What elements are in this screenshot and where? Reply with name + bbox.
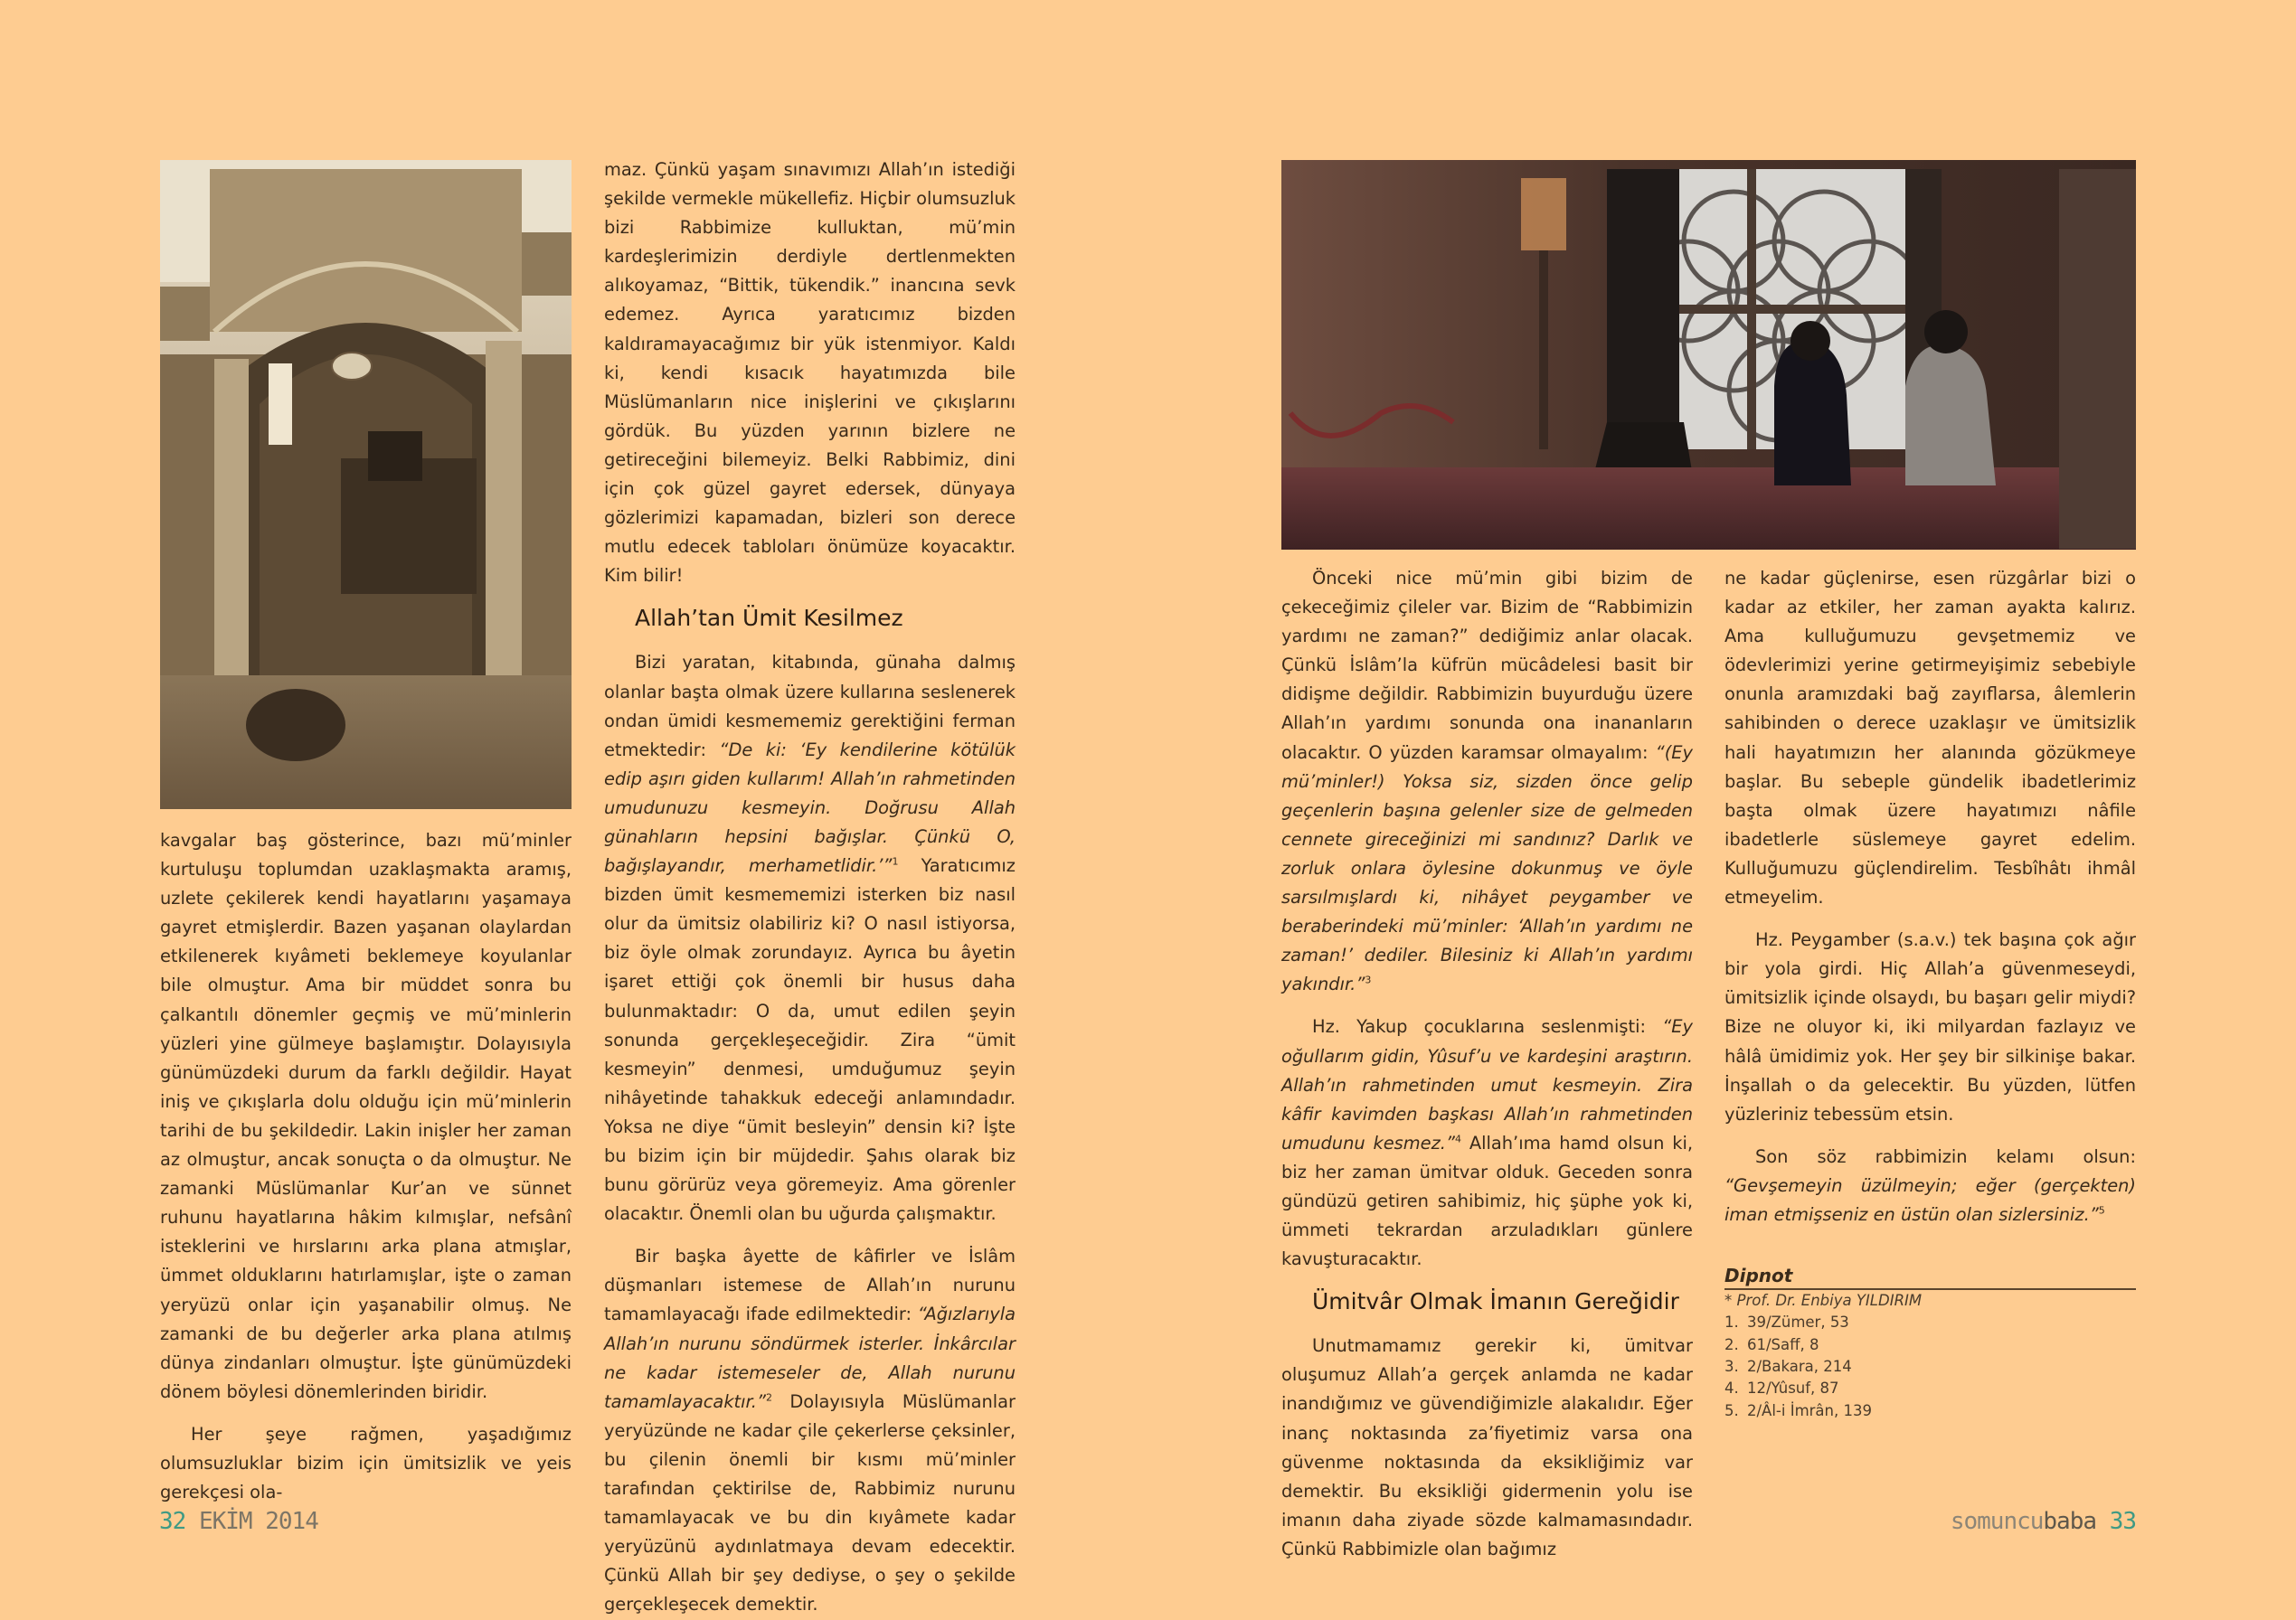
text: Son söz rabbimizin kelamı olsun: [1755, 1145, 2136, 1167]
footer-left [159, 1508, 318, 1535]
paragraph [604, 648, 1016, 1229]
text: Hz. Yakup çocuklarına seslenmişti: [1312, 1016, 1663, 1038]
paragraph: maz. Çünkü yaşam sınavımızı Allah’ın istediği şekilde vermekle mükellefiz. Hiçbir olumsuzluk bizi Rabbimize kulluktan, mü’min kardeşlerimizin derdiyle dertlenmekten alıkoyamaz, “Bittik, tükendik.” inancına sevk edemez. Ayrıca yaratıcımız bizden kaldıramayacağımız bir yük istenmiyor. Kaldı ki, kendi kısacık hayatımızda bile Müslümanların nice inişlerini ve çıkışlarını gördük. Bu yüzden yarının bizlere ne getireceğini bilemeyiz. Belki Rabbimiz, dini için çok güzel gayret edersek, dünyaya gözlerimizi kapamadan, bizleri son derece mutlu edecek tabloları önümüze koyacaktır. Kim bilir! [604, 159, 1016, 587]
section-heading: Ümitvâr Olmak İmanın Gereğidir [1312, 1288, 1679, 1315]
footnote-number: 2. [1724, 1335, 1739, 1353]
paragraph: Her şeye rağmen, yaşadığımız olumsuzluklar bizim için ümitsizlik ve yeis gerekçesi ola- [160, 1423, 572, 1503]
footnote-ref[interactable]: 3 [1365, 974, 1372, 986]
footnote-item [1724, 1378, 2136, 1399]
footnote-ref[interactable]: 1 [892, 855, 899, 868]
footnote-ref[interactable]: 4 [1454, 1133, 1461, 1145]
issue-date: EKİM 2014 [198, 1508, 318, 1535]
paragraph [604, 1242, 1016, 1619]
quote: “Ey oğullarım gidin, Yûsuf’u ve kardeşini araştırın. Allah’ın rahmetinden umut kesmeyin. Zira kâfir kavimden başkası Allah’ın rahmetinden umudunu kesmez.” [1281, 1016, 1693, 1154]
text: Bir başka âyette de kâfirler ve İslâm düşmanları istemese de Allah’ın nurunu tamamlayacağı ifade edilmektedir: [604, 1246, 1016, 1325]
footnote-ref-text: 2/Bakara, 214 [1747, 1357, 1852, 1375]
left-column-2 [604, 155, 1016, 1620]
quote: “Gevşemeyin üzülmeyin; eğer (gerçekten) iman etmişseniz en üstün olan sizlersiniz.” [1724, 1174, 2136, 1225]
footnote-number: 5. [1724, 1401, 1739, 1419]
footnote-number: 4. [1724, 1380, 1739, 1398]
magazine-logo-part1: somuncu [1950, 1508, 2044, 1535]
page-number: 32 [159, 1508, 186, 1535]
footnote-item [1724, 1312, 2136, 1333]
mihrab-illustration [160, 160, 572, 809]
quote: “De ki: ‘Ey kendilerine kötülük edip aşırı giden kullarım! Allah’ın rahmetinden umudunuzu kesmeyin. Doğrusu Allah günahların hepsini bağışlar. Çünkü O, bağışlayandır, merhametlidir.’” [604, 739, 1016, 877]
worshippers-photo [1281, 160, 2136, 550]
paragraph: Hz. Peygamber (s.a.v.) tek başına çok ağır bir yola girdi. Hiç Allah’a güvenmeseydi, ümitsizlik içinde olsaydı, bu başarı gelir miydi? Bize ne oluyor ki, iki milyardan fazlayız ve hâlâ ümidimiz yok. Her şey bir silkinişe bakar. İnşallah o da gelecektir. Bu yüzden, lütfen yüzleriniz tebessüm etsin. [1724, 929, 2136, 1125]
right-column-4 [1724, 564, 2136, 1422]
paragraph [1281, 564, 1693, 999]
quote: “(Ey mü’minler!) Yoksa siz, sizden önce gelip geçenlerin başına gelenler size de gelmeden cennete gireceğinizi mi sandınız? Darlık ve zorluk onlara öylesine dokunmuş ve öyle sarsılmışlardı ki, nihâyet peygamber ve beraberindeki mü’minler: ‘Allah’ın yardımı ne zaman!’ dediler. Bilesiniz ki Allah’ın yardımı yakındır.” [1281, 741, 1693, 995]
footnote-item [1724, 1356, 2136, 1378]
text: Dolayısıyla Müslümanlar yeryüzünde ne kadar çile çekerlerse çeksinler, bu çilenin önemli bir kısmı mü’minler tarafından çektirilse de, Rabbimiz nurunu tamamlayacak ve bu din kıyâmete kadar yeryüzünü aydınlatmaya devam edecektir. Çünkü Allah bir şey dediyse, o şey o şekilde gerçekleşecek demektir. [604, 1390, 1016, 1615]
text: Bizi yaratan, kitabında, günaha dalmış olanlar başta olmak üzere kullarına seslenerek ondan ümidi kesmememiz gerektiğini ferman etmektedir: [604, 652, 1016, 760]
footnote-ref-text: 12/Yûsuf, 87 [1747, 1380, 1839, 1398]
quote: “Ağızlarıyla Allah’ın nurunu söndürmek isterler. İnkârcılar ne kadar istemeseler de, Allah nurunu tamamlayacaktır.” [604, 1304, 1016, 1412]
footnote-number: 1. [1724, 1314, 1739, 1332]
footnote-ref-text: 2/Âl-i İmrân, 139 [1747, 1401, 1872, 1419]
paragraph [1724, 1143, 2136, 1229]
left-column-1 [160, 826, 572, 1507]
footnote-item [1724, 1400, 2136, 1422]
author-note: * Prof. Dr. Enbiya YILDIRIM [1724, 1292, 1923, 1310]
footnote-item [1724, 1334, 2136, 1356]
mosque-mihrab-photo [160, 160, 572, 809]
footnote-number: 3. [1724, 1357, 1739, 1375]
footnote-ref[interactable]: 2 [765, 1391, 772, 1404]
footnotes-list [1724, 1290, 2136, 1422]
footer-right [1951, 1508, 2136, 1535]
paragraph: Unutmamamız gerekir ki, ümitvar oluşumuz Allah’a gerçek anlamda ne kadar inandığımız ve güvendiğimizle alakalıdır. Eğer inanç noktasında za’fiyetimiz varsa ona güvenme noktasında da eksikliğimiz var demektir. Bu eksikliği gidermenin yolu ise imanın daha ziyade sözde kalmamasındadır. Çünkü Rabbimizle olan bağımız [1281, 1335, 1693, 1559]
magazine-logo-part2: baba [2043, 1508, 2097, 1535]
footnote-ref-text: 39/Zümer, 53 [1747, 1314, 1849, 1332]
prayer-scene-illustration [1281, 160, 2136, 550]
page-number: 33 [2109, 1508, 2136, 1535]
footnote-ref[interactable]: 5 [2098, 1204, 2105, 1217]
paragraph [1281, 1012, 1693, 1274]
footnote-ref-text: 61/Saff, 8 [1747, 1335, 1819, 1353]
text: Yaratıcımız bizden ümit kesmememizi isterken biz nasıl olur da ümitsiz olabiliriz ki? O nasıl istiyorsa, biz öyle olmak zorundayız. Ayrıca bu âyetin işaret ettiği çok önemli bir husus daha bulunmaktadır: O da, umut edilen şeyin sonunda gerçekleşeceğidir. Zira “ümit kesmeyin” denmesi, umduğumuz şeyin nihâyetinde tahakkuk edeceği anlamındadır. Yoksa ne diye “ümit besleyin” densin ki? İşte bu bizim için bir müjdedir. Şahıs olarak biz bunu görürüz veya göremeyiz. Ama görenler olacaktır. Önemli olan bu uğurda çalışmaktır. [604, 855, 1016, 1225]
section-heading: Allah’tan Ümit Kesilmez [635, 605, 903, 632]
text: Allah’ıma hamd olsun ki, biz her zaman ümitvar olduk. Geceden sonra gündüzü getiren sahibimiz, hiç şüphe yok ki, ümmeti tekrardan arzuladıkları günlere kavuşturacaktır. [1281, 1132, 1693, 1270]
right-column-3 [1281, 564, 1693, 1564]
paragraph: ne kadar güçlenirse, esen rüzgârlar bizi o kadar az etkiler, her zaman ayakta kalırız. Ama kulluğumuzu gevşetmemiz ve ödevlerimizi yerine getirmeyişimiz sebebiyle onunla aramızdaki bağ zayıflarsa, âlemlerin sahibinden o derece uzaklaşır ve ümitsizlik hali hayatımızın her alanında gözükmeye başlar. Bu sebeple gündelik ibadetlerimiz başta olmak üzere hayatımızı nâfile ibadetlerle süslemeye gayret edelim. Kulluğumuzu güçlendirelim. Tesbîhâtı ihmâl etmeyelim. [1724, 568, 2136, 909]
text: Önceki nice mü’min gibi bizim de çekeceğimiz çileler var. Bizim de “Rabbimizin yardımı ne zaman?” dediğimiz anlar olacak. Çünkü İslâm’la küfrün mücâdelesi basit bir didişme değildir. Rabbimizin buyurduğu üzere Allah’ın yardımı sonunda ona inananların olacaktır. O yüzden karamsar olmayalım: [1281, 568, 1693, 763]
paragraph: kavgalar baş gösterince, bazı mü’minler kurtuluşu toplumdan uzaklaşmakta aramış, uzlete çekilerek kendi hayatlarını yaşamaya gayret etmişlerdir. Bazen yaşanan olaylardan etkilenerek kıyâmeti beklemeye koyulanlar bile olmuştur. Ama bir müddet sonra bu çalkantılı dönemler geçmiş ve mü’minlerin yüzleri yine gülmeye başlamıştır. Dolayısıyla günümüzdeki durum da farklı değildir. Hayat iniş ve çıkışlarla dolu olduğu için mü’minlerin tarihi de bu şekildedir. Lakin inişler her zaman az olmuştur, ancak sonuçta o da olmuştur. Ne zamanki Müslümanlar Kur’an ve sünnet ruhunu hayatlarına hâkim kılmışlar, nefsânî isteklerini ve hırslarını arka plana atmışlar, ümmet olduklarını hatırlamışlar, işte o zaman yeryüzü onlar için yaşanabilir olmuş. Ne zamanki de bu değerler arka plana atılmış dünya zindanları olmuştur. İşte günümüzdeki dönem böylesi dönemlerinden biridir. [160, 830, 572, 1402]
footnotes-title: Dipnot [1724, 1264, 2136, 1290]
